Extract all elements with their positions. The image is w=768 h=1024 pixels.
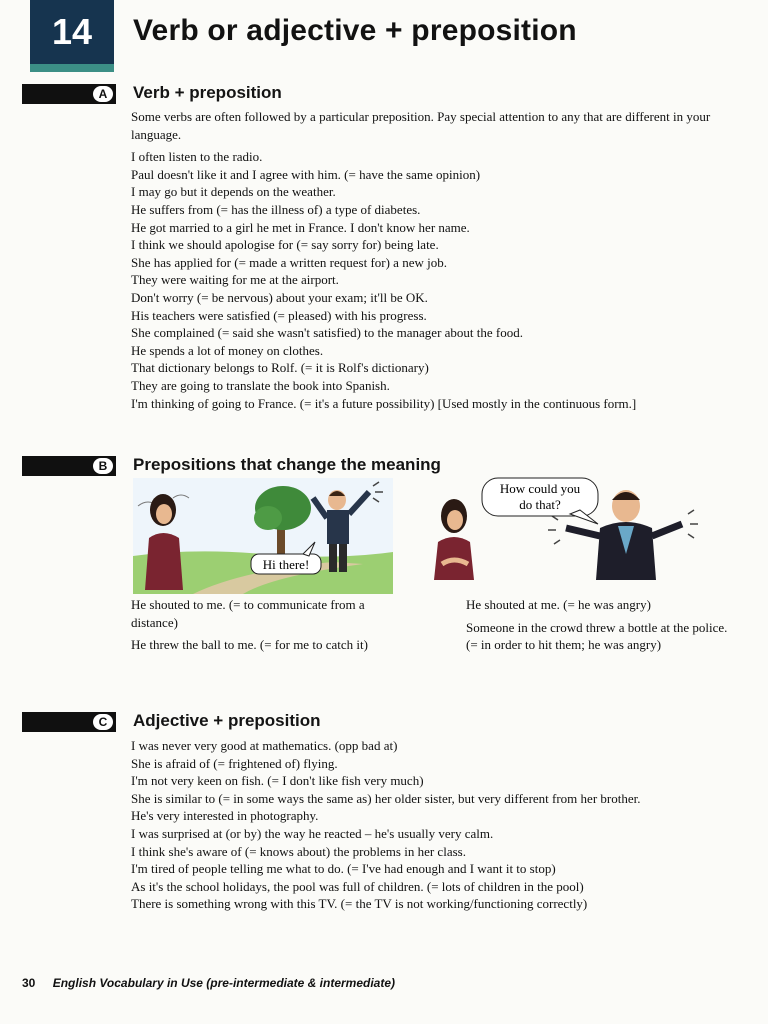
bubble-right-line-1: How could you <box>499 481 581 496</box>
example-line: I think she's aware of (= knows about) the problems in her class. <box>131 843 466 859</box>
example-line: Don't worry (= be nervous) about your exam; it'll be OK. <box>131 289 428 305</box>
section-b-bar <box>22 456 116 476</box>
example-line: As it's the school holidays, the pool was full of children. (= lots of children in the pool) <box>131 878 584 894</box>
example-line: That dictionary belongs to Rolf. (= it is Rolf's dictionary) <box>131 360 429 376</box>
example-line: I often listen to the radio. <box>131 149 263 165</box>
example-line: I was surprised at (or by) the way he reacted – he's usually very calm. <box>131 825 494 841</box>
section-c-bar <box>22 712 116 732</box>
unit-stripe <box>30 64 114 72</box>
example-line: I was never very good at mathematics. (opp bad at) <box>131 738 398 753</box>
illustration-shout-to <box>133 478 393 594</box>
example-line: He got married to a girl he met in France. I don't know her name. <box>131 219 470 235</box>
section-b-heading: Prepositions that change the meaning <box>133 455 441 474</box>
page-title: Verb or adjective + preposition <box>133 14 577 47</box>
example-line: She is afraid of (= frightened of) flying. <box>131 755 338 771</box>
bubble-right-line-2: do that? <box>519 497 561 512</box>
example-line: I'm not very keen on fish. (= I don't like fish very much) <box>131 773 424 789</box>
section-a-heading: Verb + preposition <box>133 83 282 102</box>
section-a-badge: A <box>93 86 113 102</box>
section-c-badge: C <box>93 714 113 730</box>
section-a-bar <box>22 84 116 104</box>
book-title: English Vocabulary in Use (pre-intermediate & intermediate) <box>52 976 396 990</box>
section-b-badge: B <box>93 458 113 474</box>
section-a-body <box>131 108 741 412</box>
example-line: Someone in the crowd threw a bottle at the police. (= in order to hit them; he was angry) <box>466 619 728 653</box>
page-footer <box>22 976 395 990</box>
example-line: There is something wrong with this TV. (= the TV is not working/functioning correctly) <box>131 896 588 912</box>
section-b-left-column <box>131 596 401 659</box>
example-line: They were waiting for me at the airport. <box>131 272 339 288</box>
section-c-heading: Adjective + preposition <box>133 711 321 730</box>
example-line: He threw the ball to me. (= for me to catch it) <box>131 637 368 653</box>
example-line: I think we should apologise for (= say sorry for) being late. <box>131 237 439 253</box>
example-line: He spends a lot of money on clothes. <box>131 342 324 358</box>
unit-number: 14 <box>30 0 114 64</box>
example-line: Paul doesn't like it and I agree with him. (= have the same opinion) <box>131 166 481 182</box>
example-line: She complained (= said she wasn't satisfied) to the manager about the food. <box>131 325 523 341</box>
section-a-intro: Some verbs are often followed by a particular preposition. Pay special attention to any that are different in your language. <box>131 109 711 142</box>
example-line: His teachers were satisfied (= pleased) with his progress. <box>131 307 427 323</box>
example-line: He shouted at me. (= he was angry) <box>466 597 651 612</box>
example-line: She has applied for (= made a written request for) a new job. <box>131 254 447 270</box>
section-c-body <box>131 737 741 913</box>
illustration-shout-at <box>420 476 710 588</box>
page-number: 30 <box>22 976 36 990</box>
bubble-left-text: Hi there! <box>262 557 310 572</box>
example-line: He's very interested in photography. <box>131 808 319 824</box>
example-line: I may go but it depends on the weather. <box>131 184 336 200</box>
example-line: He suffers from (= has the illness of) a type of diabetes. <box>131 201 421 217</box>
example-line: I'm tired of people telling me what to do. (= I've had enough and I want it to stop) <box>131 861 556 877</box>
example-line: He shouted to me. (= to communicate from a distance) <box>131 597 365 630</box>
example-line: They are going to translate the book into Spanish. <box>131 377 390 393</box>
section-b-right-column <box>466 596 736 659</box>
example-line: She is similar to (= in some ways the same as) her older sister, but very different from her brother. <box>131 790 641 806</box>
example-line: I'm thinking of going to France. (= it's a future possibility) [Used mostly in the continuous form.] <box>131 395 637 411</box>
